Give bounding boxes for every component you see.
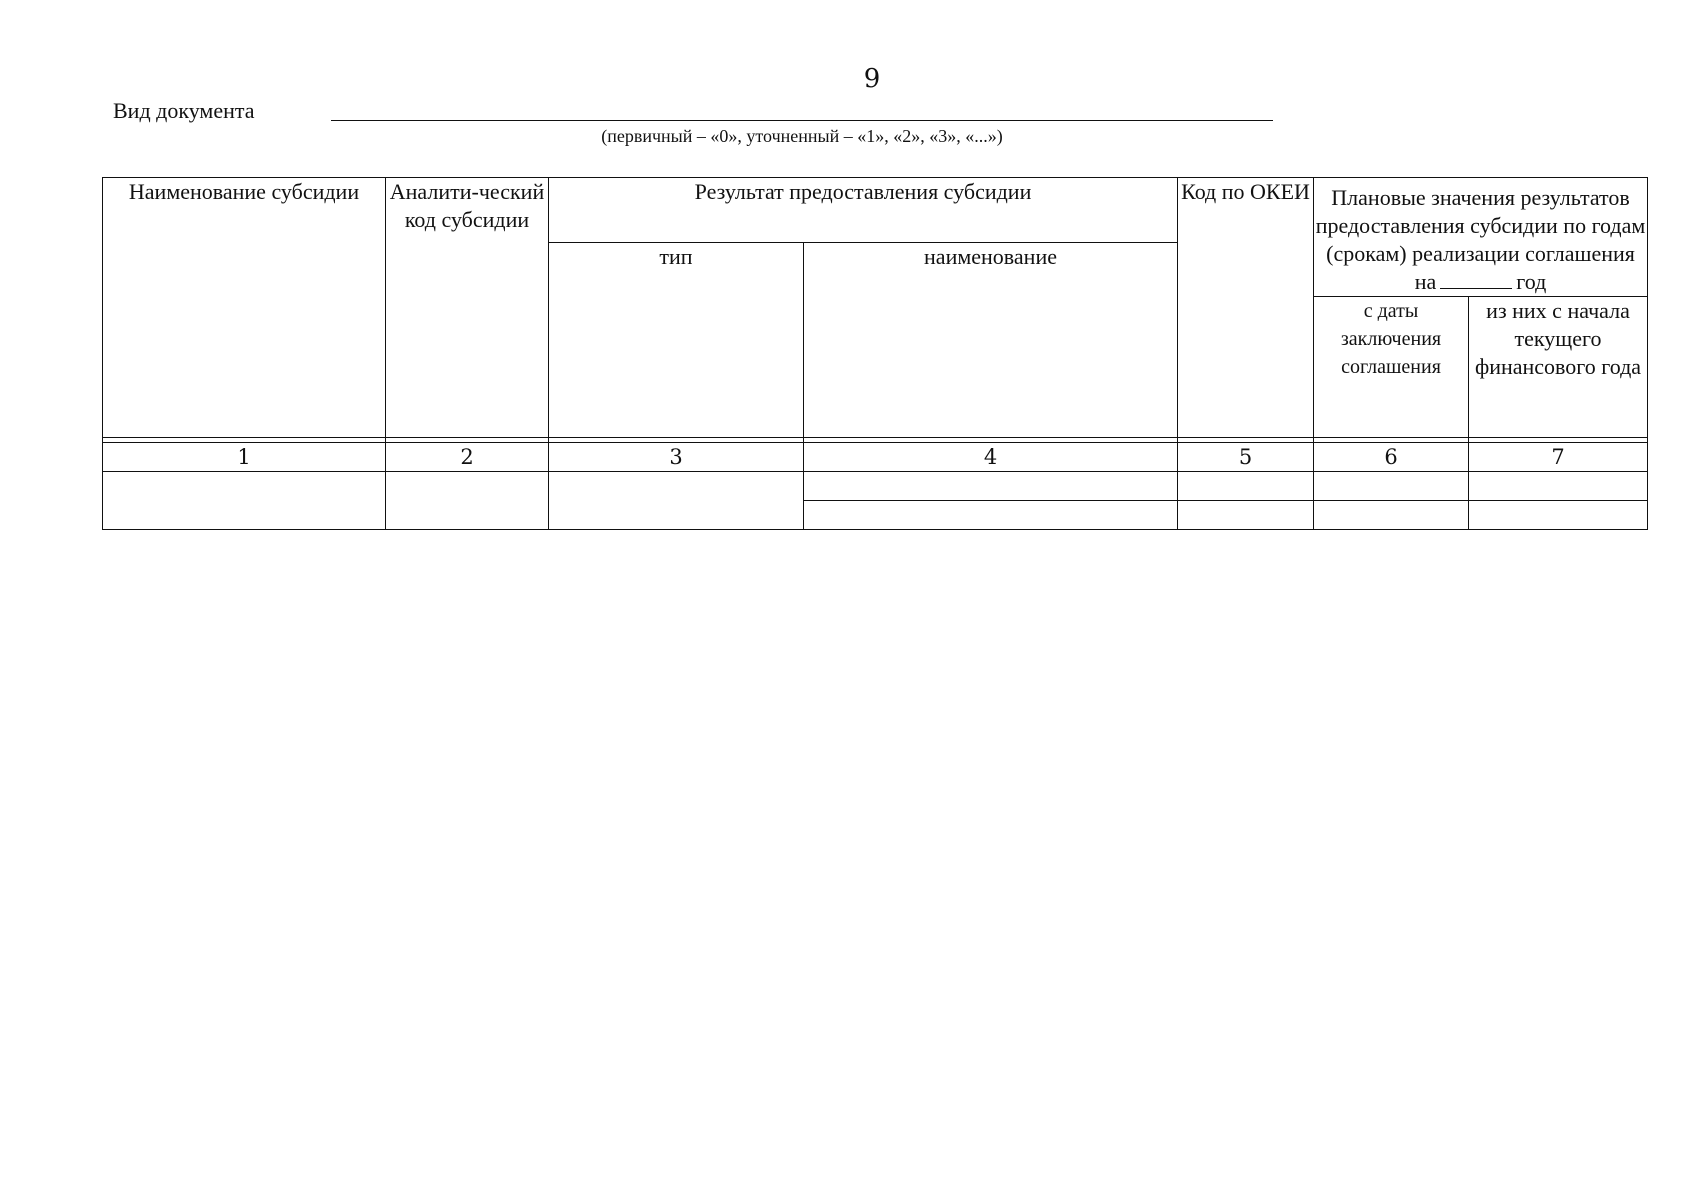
header-analytic-code: Аналити-ческий код субсидии [386, 178, 549, 438]
doc-type-input-line[interactable] [331, 120, 1273, 121]
column-number-row [103, 443, 1648, 472]
cell-result-name[interactable] [804, 472, 1178, 501]
cell-okei-code[interactable] [1178, 501, 1314, 530]
cell-subsidy-name[interactable] [103, 472, 386, 530]
column-number: 6 [1314, 443, 1469, 472]
column-number: 1 [103, 443, 386, 472]
cell-result-name[interactable] [804, 501, 1178, 530]
header-result: Результат предоставления субсидии [549, 178, 1178, 243]
header-okei-code: Код по ОКЕИ [1178, 178, 1314, 438]
header-result-name: наименование [804, 243, 1178, 438]
doc-type-label: Вид документа [113, 98, 255, 123]
cell-from-agreement-date[interactable] [1314, 472, 1469, 501]
header-planned-values [1314, 178, 1648, 297]
cell-result-type[interactable] [549, 472, 804, 530]
cell-from-fin-year-start[interactable] [1469, 472, 1648, 501]
header-from-agreement-date: с даты заключения соглашения [1314, 297, 1469, 438]
column-number: 4 [804, 443, 1178, 472]
cell-from-fin-year-start[interactable] [1469, 501, 1648, 530]
cell-okei-code[interactable] [1178, 472, 1314, 501]
header-result-type: тип [549, 243, 804, 438]
page-number: 9 [863, 64, 881, 94]
header-from-fin-year-start: из них с начала текущего финансового года [1469, 297, 1648, 438]
planned-year-blank[interactable] [1440, 270, 1512, 289]
subsidy-results-table [102, 177, 1648, 530]
doc-type-hint: (первичный – «0», уточненный – «1», «2», «3», «...») [601, 126, 1003, 146]
planned-year-suffix: год [1516, 269, 1547, 294]
header-subsidy-name: Наименование субсидии [103, 178, 386, 438]
cell-from-agreement-date[interactable] [1314, 501, 1469, 530]
column-number: 5 [1178, 443, 1314, 472]
cell-analytic-code[interactable] [386, 472, 549, 530]
planned-year-prefix: на [1414, 269, 1437, 294]
column-number: 2 [386, 443, 549, 472]
planned-values-title: Плановые значения результатов предоставления субсидии по годам (срокам) реализации соглашения [1315, 185, 1646, 266]
table-row [103, 472, 1648, 501]
column-number: 3 [549, 443, 804, 472]
column-number: 7 [1469, 443, 1648, 472]
